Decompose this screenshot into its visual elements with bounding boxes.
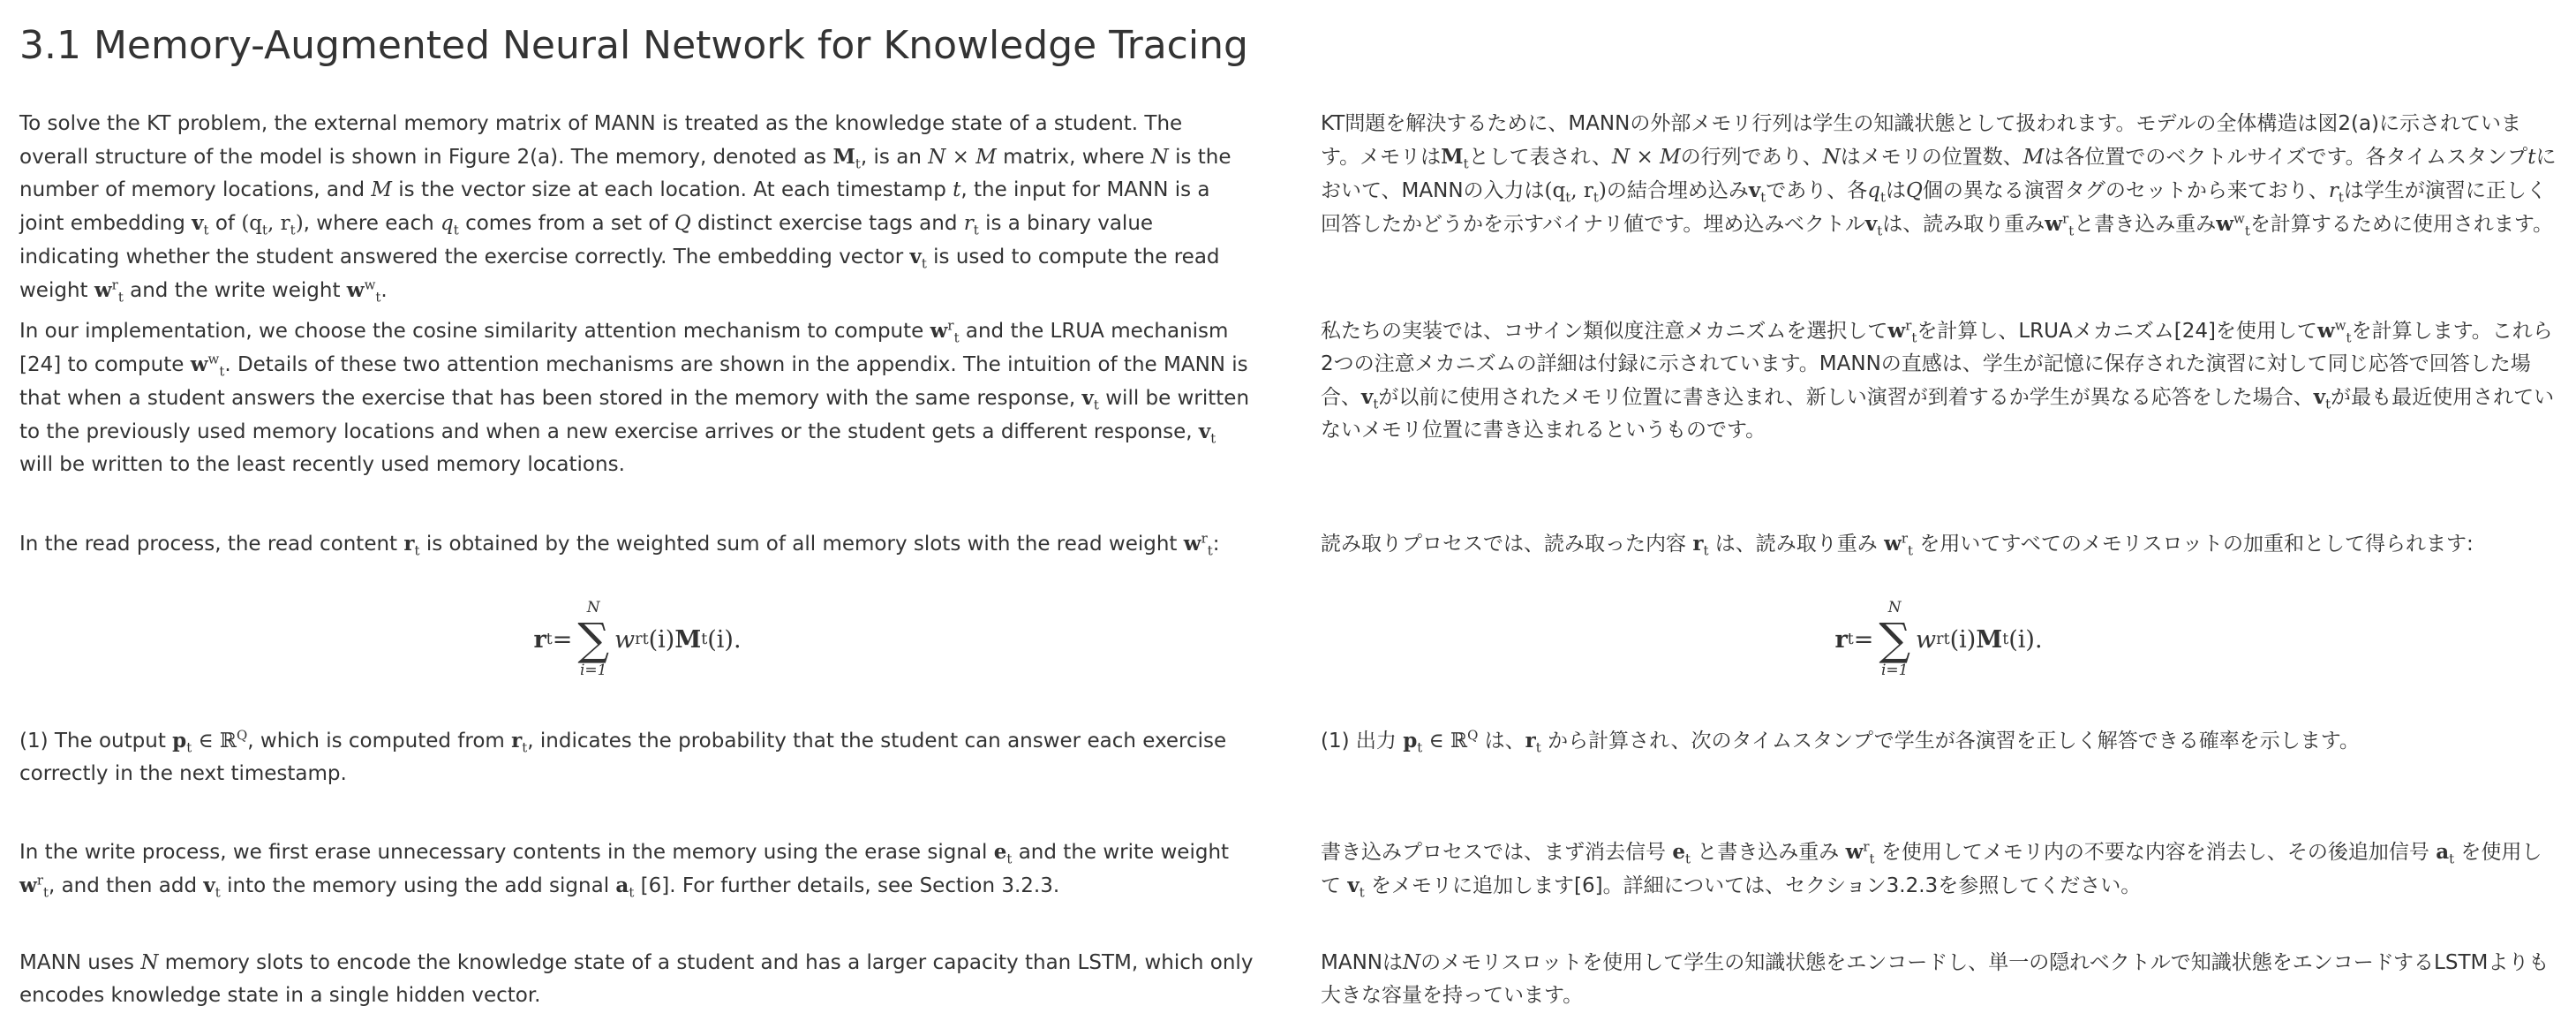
ja-paragraph-capacity: MANNはNのメモリスロットを使用して学生の知識状態をエンコードし、単一の隠れベクトルで知識状態をエンコードするLSTMよりも大きな容量を持っています。 bbox=[1321, 951, 2550, 1007]
en-paragraph-capacity: MANN uses N memory slots to encode the knowledge state of a student and has a larger capacity than LSTM, which only encodes knowledge state in a single hidden vector. bbox=[19, 951, 1254, 1007]
en-paragraph-attention: In our implementation, we choose the cosine similarity attention mechanism to compute $w^r_t$ and the LRUA mechanism [24] to compute $w^w_t$. Details of these two attention mechanisms are shown in the appendix. The intuition of the MANN is that when a student answers the exercise that has been stored in the memory with the same response, $v_t$ will be written to the previously used memory locations and when a new exercise arrives or the student gets a different response, $v_t$ will be written to the least recently used memory locations. bbox=[19, 317, 1250, 476]
en-paragraph-read-process: In the read process, the read content $r_t$ is obtained by the weighted sum of all memory slots with the read weight $w^r_t$: bbox=[19, 530, 1220, 559]
ja-paragraph-read-process: 読み取りプロセスでは、読み取った内容 $r_t$ は、読み取り重み $w^r_t$ を用いてすべてのメモリスロットの加重和として得られます: bbox=[1321, 530, 2474, 559]
ja-paragraph-memory-structure: KT問題を解決するために、MANNの外部メモリ行列は学生の知識状態として扱われます。モデルの全体構造は図2(a)に示されています。メモリは$M_t$として表され、N × Mの行列であり、Nはメモリの位置数、Mは各位置でのベクトルサイズです。各タイムスタンプtにおいて、MANNの入力は($q_t$, $r_t$)の結合埋め込み$v_t$であり、各$q_t$はQ個の異なる演習タグのセットから来ており、$r_t$は学生が演習に正しく回答したかどうかを示すバイナリ値です。埋め込みベクトル$v_t$は、読み取り重み$w^r_t$と書き込み重み$w^w_t$を計算するために使用されます。 bbox=[1321, 112, 2557, 239]
ja-read-equation: r t = N ∑ i=1 w r t (i) M t (i). bbox=[1834, 599, 2043, 679]
ja-paragraph-attention: 私たちの実装では、コサイン類似度注意メカニズムを選択して$w^r_t$を計算し、LRUAメカニズム[24]を使用して$w^w_t$を計算します。これら2つの注意メカニズムの詳細は付録に示されています。MANNの直感は、学生が記憶に保存された演習に対して同じ応答で回答した場合、$v_t$が以前に使用されたメモリ位置に書き込まれ、新しい演習が到着するか学生が異なる応答をした場合、$v_t$が最も最近使用されていないメモリ位置に書き込まれるというものです。 bbox=[1321, 317, 2555, 442]
en-paragraph-memory-structure: To solve the KT problem, the external memory matrix of MANN is treated as the knowledge state of a student. The overall structure of the model is shown in Figure 2(a). The memory, denoted as $M_t$, is an N × M matrix, where N is the number of memory locations, and M is the vector size at each location. At each timestamp t, the input for MANN is a joint embedding $v_t$ of ($q_t$, $r_t$), where each $q_t$ comes from a set of Q distinct exercise tags and $r_t$ is a binary value indicating whether the student answered the exercise correctly. The embedding vector $v_t$ is used to compute the read weight $w^r_t$ and the write weight $w^w_t$. bbox=[19, 112, 1232, 306]
en-read-equation: r t = N ∑ i=1 w r t (i) M t (i). bbox=[533, 599, 742, 679]
page-title: 3.1 Memory-Augmented Neural Network for Knowledge Tracing bbox=[19, 23, 1248, 68]
summation-symbol: N ∑ i=1 bbox=[1879, 599, 1911, 679]
en-paragraph-output: (1) The output $p_t$ ∈ ℝ$^Q$, which is computed from $r_t$, indicates the probability that the student can answer each exercise correctly in the next timestamp. bbox=[19, 727, 1227, 785]
summation-symbol: N ∑ i=1 bbox=[577, 599, 610, 679]
en-paragraph-write-process: In the write process, we first erase unnecessary contents in the memory using the erase signal $e_t$ and the write weight $w^r_t$, and then add $v_t$ into the memory using the add signal $a_t$ [6]. For further details, see Section 3.2.3. bbox=[19, 840, 1230, 901]
ja-paragraph-output: (1) 出力 $p_t$ ∈ ℝ$^Q$ は、$r_t$ から計算され、次のタイムスタンプで学生が各演習を正しく解答できる確率を示します。 bbox=[1321, 727, 2360, 756]
ja-paragraph-write-process: 書き込みプロセスでは、まず消去信号 $e_t$ と書き込み重み $w^r_t$ を使用してメモリ内の不要な内容を消去し、その後追加信号 $a_t$ を使用して $v_t$ をメモリに追加します[6]。詳細については、セクション3.2.3を参照してください。 bbox=[1321, 838, 2542, 901]
